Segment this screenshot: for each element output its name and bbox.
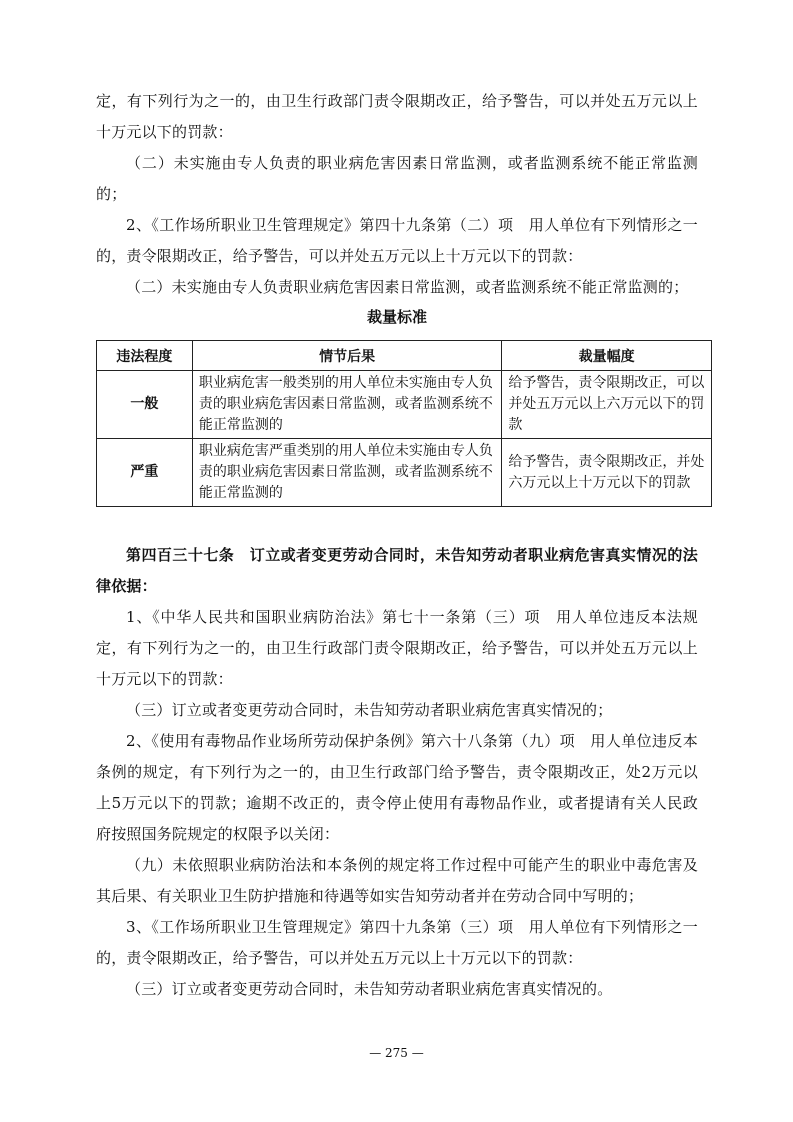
regulation-paragraph: 2、《工作场所职业卫生管理规定》第四十九条第（二）项 用人单位有下列情形之一的，责令限期改正，给予警告，可以并处五万元以上十万元以下的罚款： <box>96 216 698 265</box>
table-row <box>97 439 712 507</box>
clause-item-paragraph: （三）订立或者变更劳动合同时，未告知劳动者职业病危害真实情况的； <box>126 701 613 719</box>
range-cell: 给予警告，责令限期改正，并处六万元以上十万元以下的罚款 <box>502 439 712 507</box>
level-cell: 严重 <box>97 439 193 507</box>
header-cell-level: 违法程度 <box>97 341 193 371</box>
table-row <box>97 371 712 439</box>
clause-item-paragraph: （九）未依照职业病防治法和本条例的规定将工作过程中可能产生的职业中毒危害及其后果、有关职业卫生防护措施和待遇等如实告知劳动者并在劳动合同中写明的； <box>96 856 698 905</box>
header-cell-consequence: 情节后果 <box>192 341 501 371</box>
table-title: 裁量标准 <box>366 308 427 326</box>
consequence-cell: 职业病危害严重类别的用人单位未实施由专人负责的职业病危害因素日常监测，或者监测系统不能正常监测的 <box>192 439 501 507</box>
level-cell: 一般 <box>97 371 193 439</box>
clause-item-paragraph: （二）未实施由专人负责的职业病危害因素日常监测，或者监测系统不能正常监测的； <box>96 154 698 203</box>
table-header-row <box>97 341 712 371</box>
continuation-paragraph: 定，有下列行为之一的，由卫生行政部门责令限期改正，给予警告，可以并处五万元以上十万元以下的罚款： <box>96 92 698 141</box>
consequence-cell: 职业病危害一般类别的用人单位未实施由专人负责的职业病危害因素日常监测，或者监测系统不能正常监测的 <box>192 371 501 439</box>
law-paragraph: 1、《中华人民共和国职业病防治法》第七十一条第（三）项 用人单位违反本法规定，有下列行为之一的，由卫生行政部门责令限期改正，给予警告，可以并处五万元以上十万元以下的罚款： <box>96 608 698 688</box>
regulation-paragraph: 3、《工作场所职业卫生管理规定》第四十九条第（三）项 用人单位有下列情形之一的，责令限期改正，给予警告，可以并处五万元以上十万元以下的罚款： <box>96 918 698 967</box>
range-cell: 给予警告，责令限期改正，可以并处五万元以上六万元以下的罚款 <box>502 371 712 439</box>
regulation-paragraph: 2、《使用有毒物品作业场所劳动保护条例》第六十八条第（九）项 用人单位违反本条例的规定，有下列行为之一的，由卫生行政部门给予警告，责令限期改正，处2万元以上5万元以下的罚款；逾期不改正的，责令停止使用有毒物品作业，或者提请有关人民政府按照国务院规定的权限予以关闭： <box>96 732 698 843</box>
header-cell-range: 裁量幅度 <box>502 341 712 371</box>
page-number: — 275 — <box>369 1046 424 1060</box>
discretion-standard-table <box>96 340 712 507</box>
article-heading: 第四百三十七条 订立或者变更劳动合同时，未告知劳动者职业病危害真实情况的法律依据： <box>96 546 698 595</box>
clause-item-paragraph: （二）未实施由专人负责职业病危害因素日常监测，或者监测系统不能正常监测的； <box>126 278 689 296</box>
clause-item-paragraph: （三）订立或者变更劳动合同时，未告知劳动者职业病危害真实情况的。 <box>126 980 613 998</box>
